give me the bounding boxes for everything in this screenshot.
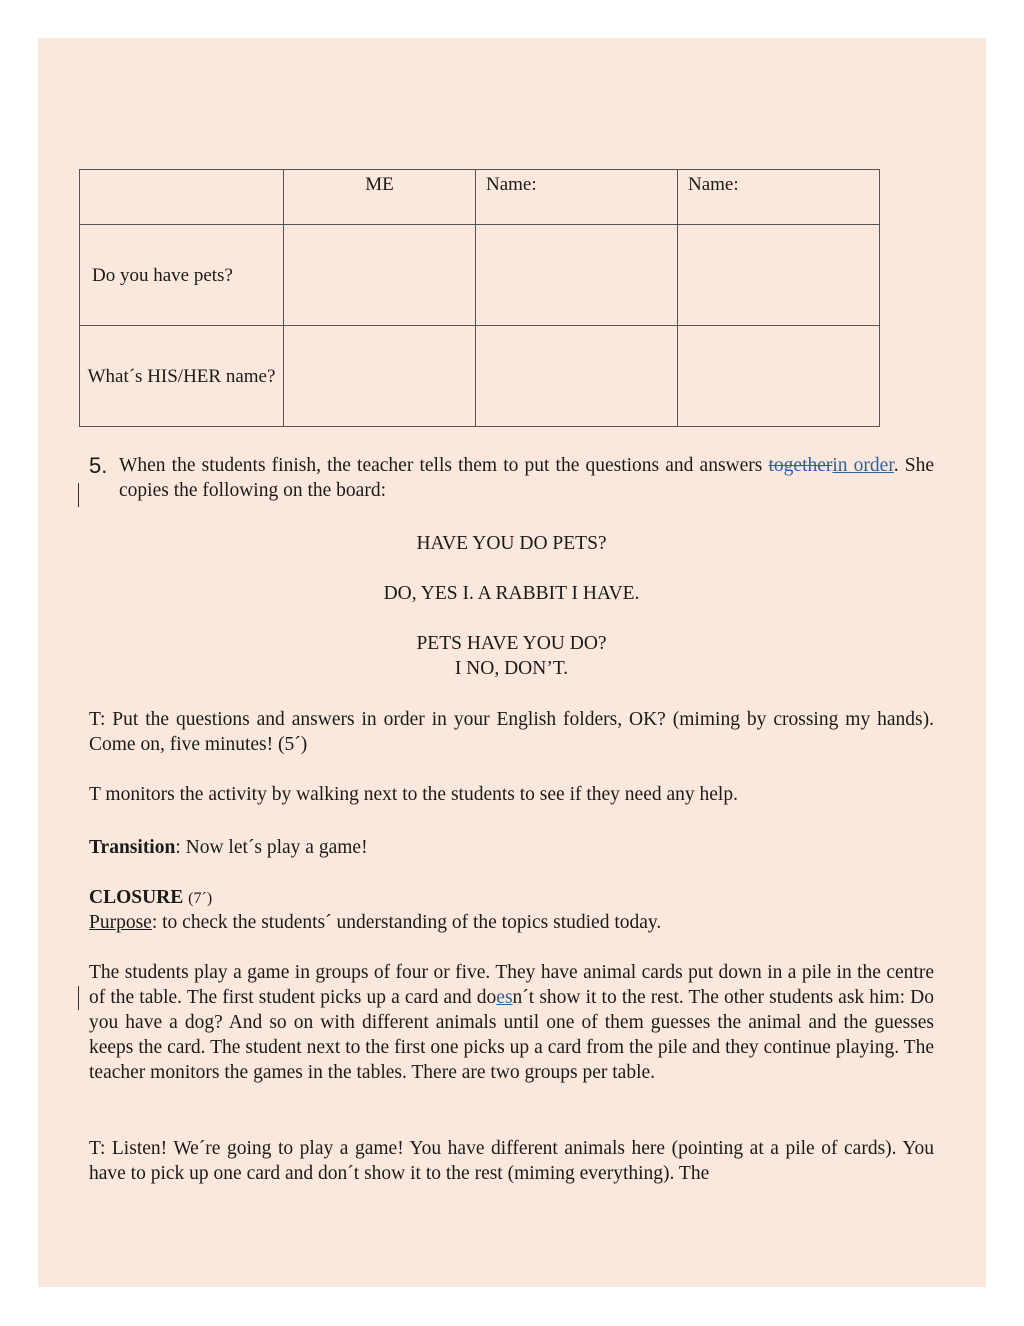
- table-header-row: [80, 170, 880, 225]
- board-line: DO, YES I. A RABBIT I HAVE.: [383, 583, 640, 604]
- table-row: [80, 225, 880, 326]
- transition-label: Transition: [89, 837, 176, 858]
- transition-paragraph: [89, 835, 934, 860]
- table-row: [80, 326, 880, 427]
- closure-title: CLOSURE: [89, 887, 184, 908]
- tracked-deletion: together: [768, 455, 833, 476]
- table-header-cell: Name:: [678, 170, 880, 225]
- table-header-cell: Name:: [476, 170, 678, 225]
- change-bar: [78, 483, 79, 507]
- tracked-insertion: in order: [832, 455, 894, 476]
- change-bar: [78, 986, 79, 1010]
- table-cell: [284, 225, 476, 326]
- listen-paragraph: T: Listen! We´re going to play a game! You have different animals here (pointing at a pile of cards). You have to pick up one card and don´t show it to the rest (miming everything). The: [89, 1138, 934, 1184]
- table-row-label: Do you have pets?: [80, 225, 284, 326]
- board-line: I NO, DON’T.: [454, 658, 569, 679]
- table-header-cell: ME: [284, 170, 476, 225]
- list-item-body: [119, 453, 934, 503]
- game-text: The students play a game in groups of four or five. They have animal cards put down in a pile in the centre of the table. The first student picks up a card and do: [89, 962, 934, 1008]
- transition-text: : Now let´s play a game!: [175, 837, 368, 858]
- table-cell: [284, 326, 476, 427]
- table-cell: [476, 326, 678, 427]
- list-number: 5.: [89, 453, 108, 478]
- table-cell: [476, 225, 678, 326]
- purpose-text: : to check the students´ understanding of the topics studied today.: [151, 912, 662, 933]
- list-item-5: [89, 453, 934, 503]
- table-cell: [678, 225, 880, 326]
- tracked-insertion: es: [496, 987, 513, 1008]
- item-text-before: When the students finish, the teacher tells them to put the questions and answers: [119, 455, 769, 476]
- item-text-after: . She copies the following on the board:: [119, 455, 935, 501]
- board-line: HAVE YOU DO PETS?: [416, 533, 607, 554]
- closure-heading: [89, 885, 934, 911]
- game-paragraph: [89, 960, 934, 1085]
- game-text-cont: n´t show it to the rest. The other students ask him: Do you have a dog? And so on with different animals until one of them guesses the animal and the guesses keeps the card. The student next to the first one picks up a card from the pile and they continue playing. The teacher monitors the games in the tables. There are two groups per table.: [89, 987, 934, 1083]
- table-cell: [678, 326, 880, 427]
- closure-time: (7´): [188, 890, 213, 907]
- monitor-paragraph: T monitors the activity by walking next to the students to see if they need any help.: [89, 784, 738, 805]
- table-row-label: What´s HIS/HER name?: [80, 326, 284, 427]
- board-line: PETS HAVE YOU DO?: [416, 633, 607, 654]
- purpose-paragraph: [89, 910, 934, 935]
- survey-table: [79, 169, 880, 427]
- teacher-instruction: T: Put the questions and answers in order in your English folders, OK? (miming by crossing my hands). Come on, five minutes! (5´): [89, 709, 934, 755]
- purpose-label: Purpose: [89, 912, 152, 933]
- table-header-cell: [80, 170, 284, 225]
